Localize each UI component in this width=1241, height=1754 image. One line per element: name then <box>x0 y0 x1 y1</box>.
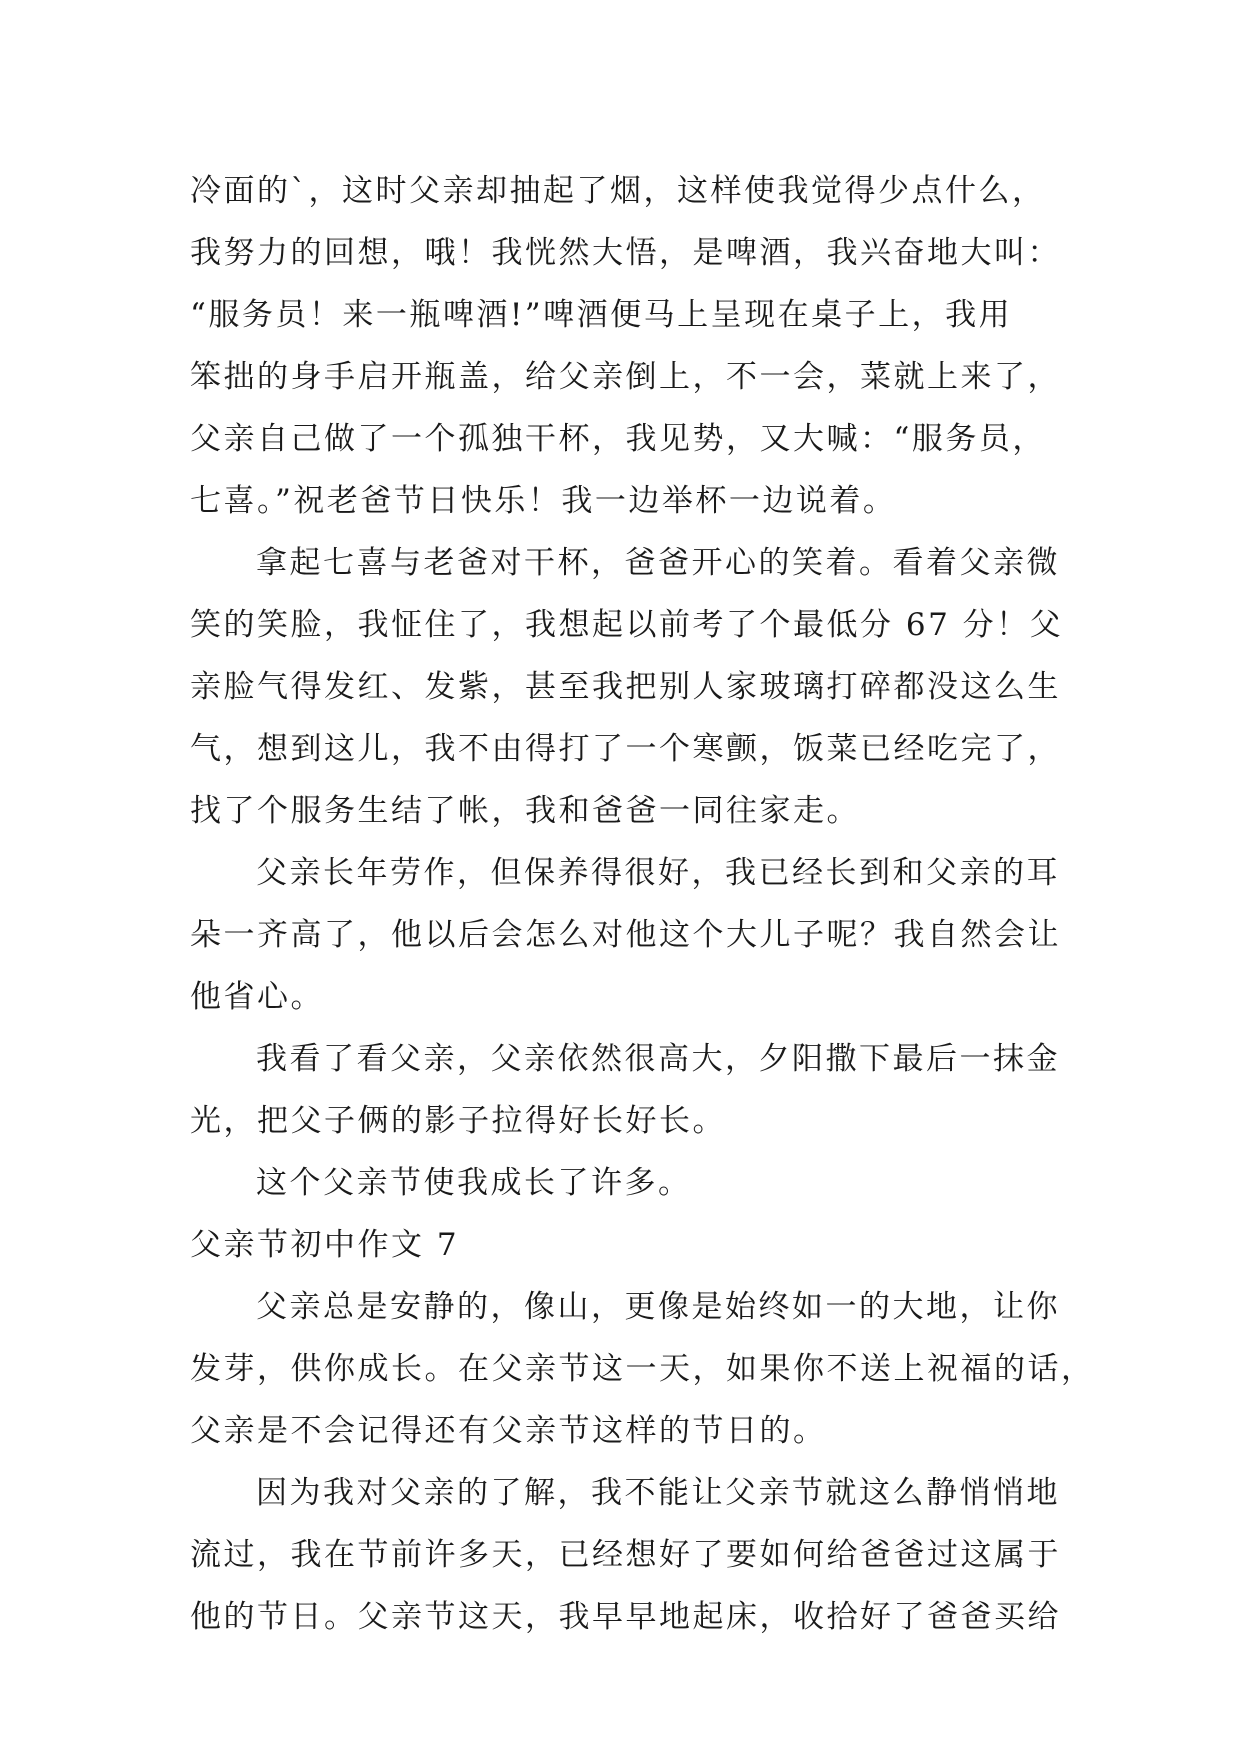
paragraph-first-line: 这个父亲节使我成长了许多。 <box>256 1165 692 1201</box>
text-line: 七喜。”祝老爸节日快乐！我一边举杯一边说着。 <box>190 483 897 519</box>
text-line: 他的节日。父亲节这天，我早早地起床，收拾好了爸爸买给 <box>190 1599 1061 1635</box>
text-line: 他省心。 <box>190 979 324 1015</box>
paragraph-first-line: 父亲总是安静的，像山，更像是始终如一的大地，让你 <box>256 1289 1060 1325</box>
paragraph-first-line: 父亲长年劳作，但保养得很好，我已经长到和父亲的耳 <box>256 855 1060 891</box>
text-line: 亲脸气得发红、发紫，甚至我把别人家玻璃打碎都没这么生 <box>190 669 1061 705</box>
paragraph-first-line: 我看了看父亲，父亲依然很高大，夕阳撒下最后一抹金 <box>256 1041 1060 1077</box>
text-line: 气，想到这儿，我不由得打了一个寒颤，饭菜已经吃完了， <box>190 731 1061 767</box>
paragraph-first-line: 拿起七喜与老爸对干杯，爸爸开心的笑着。看着父亲微 <box>256 545 1060 581</box>
text-line: 父亲自己做了一个孤独干杯，我见势，又大喊：“服务员， <box>190 421 1046 457</box>
text-line: 我努力的回想，哦！我恍然大悟，是啤酒，我兴奋地大叫： <box>190 235 1061 271</box>
section-heading: 父亲节初中作文 7 <box>190 1227 460 1263</box>
text-line: 朵一齐高了，他以后会怎么对他这个大儿子呢？我自然会让 <box>190 917 1061 953</box>
document-body <box>190 160 1095 1648</box>
text-line: 笨拙的身手启开瓶盖，给父亲倒上，不一会，菜就上来了， <box>190 359 1061 395</box>
text-line: “服务员！来一瓶啤酒!”啤酒便马上呈现在桌子上，我用 <box>190 297 1013 333</box>
text-line: 冷面的`，这时父亲却抽起了烟，这样使我觉得少点什么， <box>190 173 1046 209</box>
text-line: 光，把父子俩的影子拉得好长好长。 <box>190 1103 726 1139</box>
text-line: 父亲是不会记得还有父亲节这样的节日的。 <box>190 1413 827 1449</box>
text-line: 笑的笑脸，我怔住了，我想起以前考了个最低分 67 分！父 <box>190 607 1064 643</box>
text-line: 流过，我在节前许多天，已经想好了要如何给爸爸过这属于 <box>190 1537 1061 1573</box>
text-line: 发芽，供你成长。在父亲节这一天，如果你不送上祝福的话， <box>190 1351 1095 1387</box>
paragraph-first-line: 因为我对父亲的了解，我不能让父亲节就这么静悄悄地 <box>256 1475 1060 1511</box>
text-line: 找了个服务生结了帐，我和爸爸一同往家走。 <box>190 793 860 829</box>
